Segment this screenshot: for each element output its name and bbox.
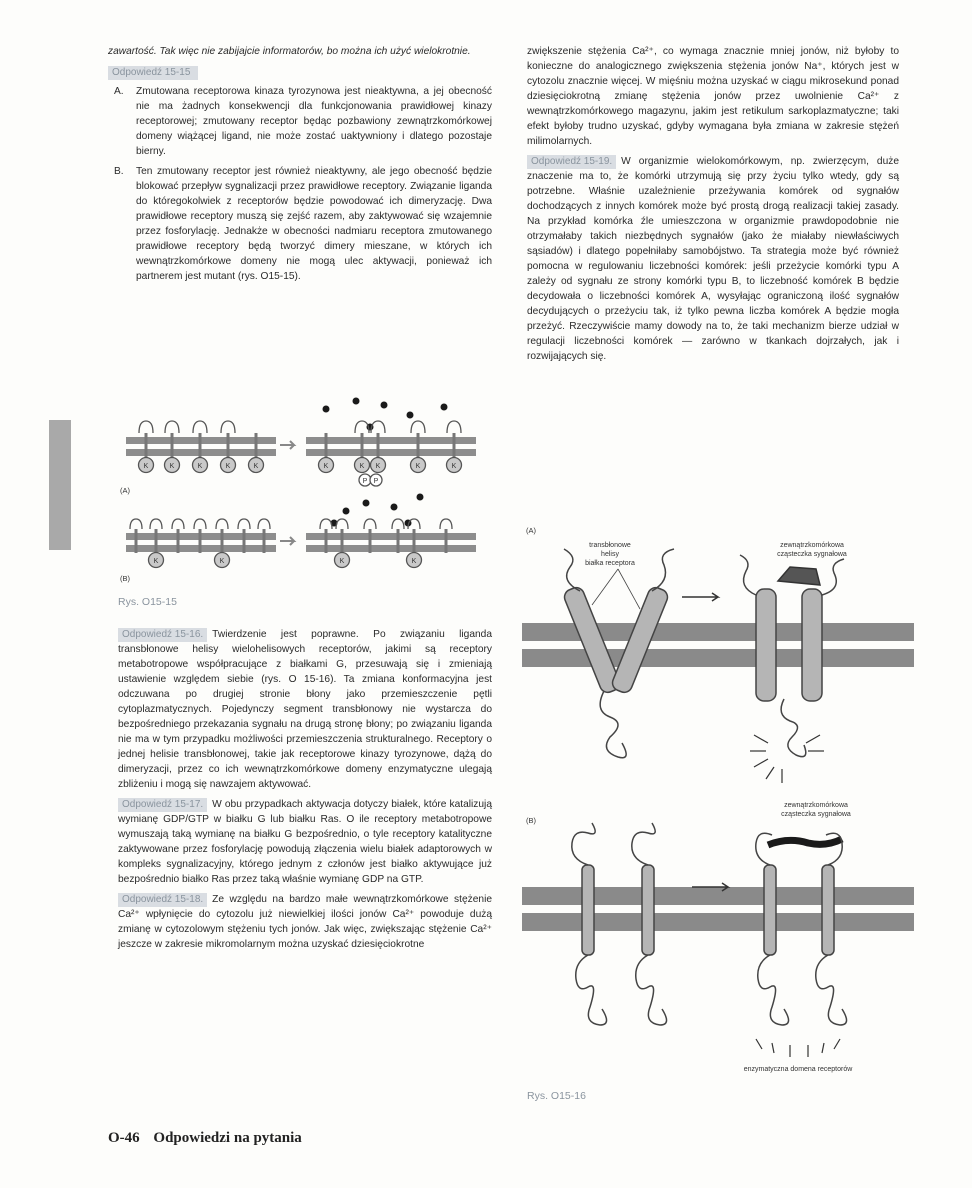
answer-item <box>108 164 492 284</box>
label-line: zewnątrzkomórkowa <box>780 542 844 549</box>
kinase-label: K <box>375 463 381 470</box>
label-signal-b <box>781 802 851 818</box>
k-labels-a-left <box>144 463 259 470</box>
answer-text: W organizmie wielokomórkowym, np. zwierzęcym, duże znaczenie ma to, że komórki utrzymują się przy życiu tylko wtedy, gdy są potrzebne. Właśnie uzależnienie przeżywania komórek od sygnałów dochodzących z innych komórek może być prostą drogą realizacji takiej zasady. Na przykład komórka źle umieszczona w organizmie prawdopodobnie nie otrzymałaby takich niezbędnych sygnałów (jako że miałaby niewłaściwych sąsiadów) i dlatego popełniłaby samobójstwo. Ta strategia może być również pomocna w regulowaniu liczebności komórek: jeśli przeżycie komórki typu A zależy od sygnału ze strony komórki typu B, to liczebność komórek B będzie decydowała o liczebności komórek A, wysyłając ograniczoną ilość sygnałów decydujących o przeżyciu tak, iż tylko pewna liczba komórek A będzie mogła przeżyć. Rzeczywiście mamy dowody na to, że taki mechanizm bierze udział w regulacji liczebności komórek — zarówno w tkankach dojrzałych, jak i rozwijających się. <box>527 156 899 362</box>
item-text: Ten zmutowany receptor jest również nieaktywny, ale jego obecność będzie blokować przepływ sygnalizacji przez prawidłowe receptory. Związanie liganda do któregokolwiek z receptorów będzie powodować ich dimeryzację. Dwa prawidłowe receptory muszą się zejść razem, aby zaktywować się wzajemnie przez fosforylację. Jednakże w obecności nadmiaru receptora zmutowanego prawidłowe receptory będą tworzyć dimery mieszane, w których ich wewnątrzkomórkowe domeny nie mogą ulec aktywacji, ponieważ ich partnerem jest mutant (rys. O15-15). <box>136 166 492 282</box>
ligand-dots <box>323 398 448 431</box>
answer-badge: Odpowiedź 15-15 <box>108 66 198 80</box>
item-text: Zmutowana receptorowa kinaza tyrozynowa jest nieaktywna, a jej obecność nie ma żadnych konsekwencji dla funkcjonowania prawidłowej kinazy receptorowej; zmutowany receptor będąc pozbawiony zewnątrzkomórkowej domeny wiążącej ligand, nie może zostać uaktywniony i dlatego pozostaje bierny. <box>136 86 492 157</box>
panel-label-b: (B) <box>120 574 130 583</box>
phosphate-label: P <box>373 478 379 485</box>
label-helices <box>585 542 635 567</box>
kinase-label: K <box>451 463 457 470</box>
label-line: białka receptora <box>585 560 635 567</box>
panel-label-a: (A) <box>526 526 536 535</box>
continuation-paragraph: zwiększenie stężenia Ca²⁺, co wymaga znacznie mniej jonów, niż byłoby to konieczne do analogicznego zwiększenia stężenia jonów Na⁺, których jest w cytozolu znacznie więcej. W mięśniu można uzyskać w ciągu mikrosekund ponad dziesięciokrotną zmianę stężenia jonów przez uwolnienie Ca²⁺ z wewnątrzkomórkowego magazynu, jakim jest retikulum sarkoplazmatyczne; taki efekt byłoby trudno uzyskać, gdyby wymagana była zmiana w zakresie stężeń milimolarnych. <box>527 46 899 147</box>
answer-paragraph <box>527 154 899 364</box>
kinase-label: K <box>323 463 329 470</box>
chapter-tab <box>49 420 71 550</box>
kinase-label: K <box>169 463 175 470</box>
intro-paragraph: zawartość. Tak więc nie zabijajcie informatorów, bo można ich użyć wielokrotnie. <box>108 46 471 57</box>
kinase-label: K <box>253 463 259 470</box>
label-line: cząsteczka sygnałowa <box>777 551 847 558</box>
kinase-label: K <box>143 463 149 470</box>
label-enzyme: enzymatyczna domena receptorów <box>743 1066 853 1073</box>
answer-text: Ze względu na bardzo małe wewnątrzkomórkowe stężenie Ca²⁺ wpłynięcie do cytozolu już niewielkiej ilości jonów Ca²⁺ powoduje dużą zmianę w cytozolowym stężeniu tych jonów. Jak więc, zwiększając stężenie Ca²⁺ jeszcze w zakresie mikromolarnym można uzyskać dziesięciokrotne <box>118 894 492 950</box>
label-line: transbłonowe <box>589 542 631 549</box>
answer-badge: Odpowiedź 15-19. <box>527 155 616 169</box>
kinase-label: K <box>415 463 421 470</box>
kinase-label: K <box>411 558 417 565</box>
kinase-label: K <box>359 463 365 470</box>
phosphate-label: P <box>362 478 368 485</box>
answer-badge: Odpowiedź 15-18. <box>118 893 207 907</box>
figure-o15-16 <box>522 525 914 1095</box>
answer-paragraph <box>118 627 492 792</box>
activation-rays-b <box>756 1039 840 1057</box>
membrane-b-bottom <box>522 913 914 931</box>
label-line: zewnątrzkomórkowa <box>784 802 848 809</box>
k-labels-a-right <box>324 463 457 485</box>
activation-rays <box>750 735 824 783</box>
k-labels-b-right <box>340 558 417 565</box>
section-title: Odpowiedzi na pytania <box>153 1130 302 1146</box>
answer-item <box>108 84 492 159</box>
right-column <box>527 44 899 369</box>
kinase-label: K <box>219 558 225 565</box>
answer-badge: Odpowiedź 15-17. <box>118 798 207 812</box>
panel-label-b: (B) <box>526 816 536 825</box>
label-line: helisy <box>601 551 619 558</box>
answer-text: Twierdzenie jest poprawne. Po związaniu liganda transbłonowe helisy wielohelisowych receptorów, jakimi są receptory metabotropowe współpracujące z białkami G, przesuwają się i zmieniają ustawienie względem siebie (rys. O 15-16). Ta zmiana konformacyjna jest odczuwana po drugiej stronie błony jako przemieszczenie pętli cytoplazmatycznych. Pojedynczy segment transbłonowy nie wystarcza do bezpośredniego przekazania sygnału na drugą stronę błony; po związaniu liganda nie ma w tym przypadku możliwości przemieszczenia strukturalnego. Receptory o jednej helisie transbłonowej, takie jak receptorowe kinazy tyrozynowe, dążą do dimeryzacji, przez co ich wewnątrzkomórkowe domeny enzymatyczne ulegają zbliżeniu i mogą się nawzajem aktywować. <box>118 629 492 790</box>
answer-text: W obu przypadkach aktywacja dotyczy białek, które katalizują wymianę GDP/GTP w białku G lub białku Ras. O ile receptory metabotropowe wymuszają taką wymianę na białku G bezpośrednio, o tyle receptory katalityczne zaktywowane przez fosforylację powodują złączenia wielu białek adaptorowych w kompleks sygnalizacyjny, którego jednym z członów jest białko aktywujące już bezpośrednio białko Ras przez taką właśnie wymianę GDP na GTP. <box>118 799 492 885</box>
figure-o15-15 <box>108 393 493 588</box>
label-line: cząsteczka sygnałowa <box>781 811 851 818</box>
kinase-label: K <box>153 558 159 565</box>
membrane-a-bottom <box>522 649 914 667</box>
arrow-icon <box>280 441 294 449</box>
answer-paragraph <box>118 797 492 887</box>
item-label: B. <box>114 166 124 177</box>
kinase-label: K <box>197 463 203 470</box>
receptors-b-left <box>130 519 270 568</box>
arrow-icon <box>280 537 294 545</box>
answer-paragraph <box>118 892 492 952</box>
panel-label-a: (A) <box>120 486 130 495</box>
left-column-lower <box>118 627 492 957</box>
item-label: A. <box>114 86 124 97</box>
label-signal-a <box>777 542 847 558</box>
kinase-label: K <box>225 463 231 470</box>
left-column <box>108 44 492 289</box>
kinase-label: K <box>339 558 345 565</box>
page-footer <box>108 1130 302 1147</box>
membrane <box>126 437 476 456</box>
figure-caption: Rys. O15-15 <box>118 596 177 608</box>
membrane-b-top <box>522 887 914 905</box>
figure-caption: Rys. O15-16 <box>527 1090 586 1102</box>
answer-badge: Odpowiedź 15-16. <box>118 628 207 642</box>
page-number: O-46 <box>108 1130 140 1146</box>
arrow-icon <box>682 593 718 601</box>
